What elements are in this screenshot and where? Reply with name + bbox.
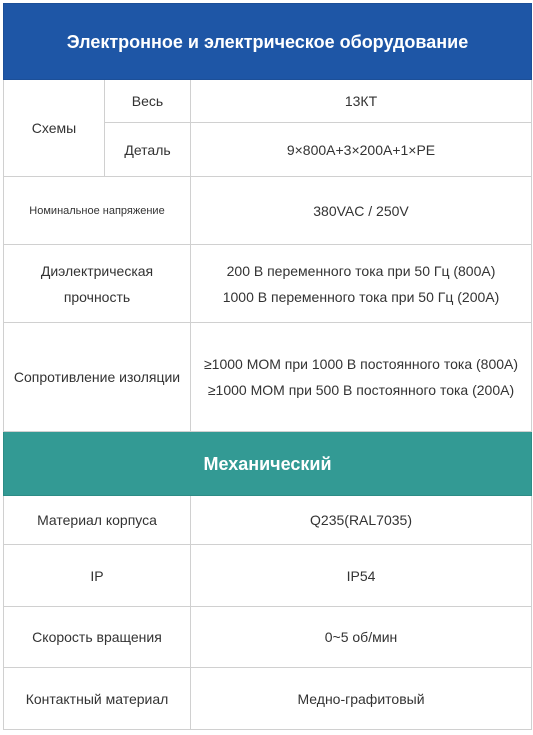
header-row-electrical — [4, 4, 532, 80]
voltage-value: 380VAC / 250V — [191, 177, 532, 245]
ip-value: IP54 — [191, 545, 532, 607]
contact-value: Медно-графитовый — [191, 668, 532, 730]
ip-label: IP — [4, 545, 191, 607]
voltage-label: Номинальное напряжение — [4, 177, 191, 245]
insulation-value-line1: ≥1000 МОМ при 1000 В постоянного тока (800A) — [203, 356, 519, 372]
dielectric-value-line2: 1000 В переменного тока при 50 Гц (200A) — [222, 288, 500, 305]
housing-value: Q235(RAL7035) — [191, 496, 532, 545]
spec-table — [3, 3, 532, 730]
table-row — [4, 245, 532, 323]
weight-label: Весь — [105, 80, 191, 123]
section-title-mechanical: Механический — [4, 432, 532, 496]
table-row — [4, 496, 532, 545]
header-row-mechanical — [4, 432, 532, 496]
contact-label: Контактный материал — [4, 668, 191, 730]
dielectric-value — [191, 245, 532, 323]
table-row — [4, 80, 532, 123]
detail-label: Деталь — [105, 123, 191, 177]
schemes-label: Схемы — [4, 80, 105, 177]
housing-label: Материал корпуса — [4, 496, 191, 545]
insulation-label: Сопротивление изоляции — [4, 323, 191, 432]
dielectric-value-line1: 200 В переменного тока при 50 Гц (800A) — [226, 262, 496, 279]
detail-value: 9×800A+3×200A+1×PE — [191, 123, 532, 177]
speed-value: 0~5 об/мин — [191, 607, 532, 668]
speed-label: Скорость вращения — [4, 607, 191, 668]
table-row — [4, 545, 532, 607]
dielectric-label: Диэлектрическая прочность — [4, 245, 191, 323]
weight-value: 13КТ — [191, 80, 532, 123]
section-title-electrical: Электронное и электрическое оборудование — [4, 4, 532, 80]
table-row — [4, 323, 532, 432]
spec-table-container — [3, 3, 530, 735]
insulation-value-line2: ≥1000 МОМ при 500 В постоянного тока (200A) — [207, 382, 515, 398]
table-row — [4, 177, 532, 245]
table-row — [4, 607, 532, 668]
insulation-value — [191, 323, 532, 432]
table-row — [4, 668, 532, 730]
